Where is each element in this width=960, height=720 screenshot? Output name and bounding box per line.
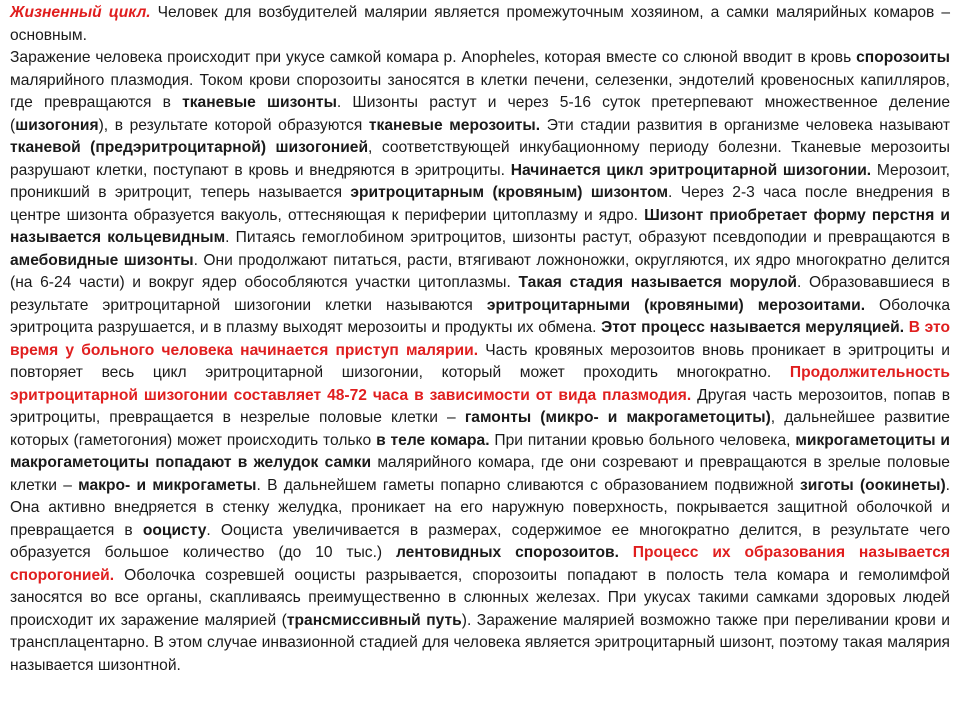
bold-term: в теле комара. <box>376 431 490 449</box>
text-run: Заражение человека происходит при укусе самкой комара р. Anopheles, которая вместе со слюной вводит в кровь <box>10 49 857 66</box>
text-run: Оболочка эритроцита разрушается, и в плазму выходят мерозоиты и продукты их обмена. <box>10 296 950 336</box>
bold-term: спорозоиты <box>856 49 950 66</box>
text-run: При питании кровью больного человека, <box>489 431 796 449</box>
bold-term: тканевой (предэритроцитарной) шизогонией <box>10 139 369 156</box>
text-run: Другая часть мерозоитов, попав в эритроциты, превращается в незрелые половые клетки – <box>10 386 950 426</box>
red-highlight: Продолжительность эритроцитарной шизогонии составляет 48-72 часа в зависимости от вида плазмодия. <box>10 364 950 404</box>
red-highlight: В это время у больного человека начинается приступ малярии. <box>10 319 951 359</box>
text-run: ). Заражение малярией возможно также при переливании крови и трансплацентарно. В этом случае инвазионной стадией для человека является эритроцитарный шизонт, поэтому такая малярия называется шизонтной. <box>10 611 950 674</box>
text-run: . Через 2-3 часа после внедрения в центре шизонта образуется вакуоль, оттесняющая к периферии цитоплазму и ядро. <box>10 184 950 224</box>
bold-term: трансмиссивный путь <box>286 611 462 629</box>
bold-term: тканевые шизонты <box>182 94 337 111</box>
text-run: . Питаясь гемоглобином эритроцитов, шизонты растут, образуют псевдоподии и превращаются в <box>225 229 951 246</box>
bold-term: амебовидные шизонты <box>10 251 194 269</box>
bold-term: эритроцитарными (кровяными) мерозоитами. <box>486 296 866 314</box>
text-run: . Ооциста увеличивается в размерах, содержимое ее многократно делится, в результате чего образуется большое количество (до 10 тыс.) <box>10 521 950 561</box>
bold-term: Такая стадия называется морулой <box>518 274 797 291</box>
text-run: . Шизонты растут и через 5-16 суток претерпевают множественное деление ( <box>10 94 950 134</box>
bold-term: Этот процесс называется меруляцией. <box>601 319 905 336</box>
bold-term: Начинается цикл эритроцитарной шизогонии. <box>510 161 872 179</box>
text-run: . Они продолжают питаться, расти, втягивают ложноножки, округляются, их ядро многократно делится (на 6-24 части) и вокруг ядер обособляются участки цитоплазмы. <box>10 251 950 291</box>
bold-term: Шизонт приобретает форму перстня и называется кольцевидным <box>10 206 950 246</box>
text-run: Мерозоит, проникший в эритроцит, теперь называется <box>10 161 950 201</box>
bold-term: ооцисту <box>142 521 207 539</box>
text-run: ), в результате которой образуются <box>98 116 369 134</box>
bold-term: микрогаметоциты и макрогаметоциты попадают в желудок самки <box>10 431 950 471</box>
text-run: . Она активно внедряется в стенку желудка, проникает на его наружную поверхность, покрывается защитной оболочкой и превращается в <box>10 476 950 539</box>
bold-term: лентовидных спорозоитов. <box>395 544 619 561</box>
text-run <box>619 544 633 561</box>
bold-term: тканевые мерозоиты. <box>368 116 541 134</box>
text-run: Оболочка созревшей ооцисты разрывается, спорозоиты попадают в полость тела комара и гемолимфой заносятся во все органы, скапливаясь преимущественно в слюнных железах. При укусах такими самками здоровых людей происходит их заражение малярией ( <box>10 566 950 629</box>
text-run: Часть кровяных мерозоитов вновь проникает в эритроциты и повторяет весь цикл эритроцитарной шизогонии, который может проходить многократно. <box>10 341 950 381</box>
life-cycle-heading: Жизненный цикл. <box>10 4 151 21</box>
bold-term: гамонты (микро- и макрогаметоциты) <box>464 409 771 426</box>
text-run: , соответствующей инкубационному периоду болезни. Тканевые мерозоиты разрушают клетки, поступают в кровь и внедряются в эритроциты. <box>10 139 951 179</box>
text-run: . В дальнейшем гаметы попарно сливаются с образованием подвижной <box>256 476 800 494</box>
main-paragraph <box>10 47 950 677</box>
text-run: Эти стадии развития в организме человека называют <box>540 116 950 134</box>
bold-term: макро- и микрогаметы <box>78 476 257 494</box>
intro-paragraph <box>10 2 950 47</box>
red-highlight: Процесс их образования называется спорогонией. <box>10 544 951 584</box>
bold-term: зиготы (оокинеты) <box>799 476 946 494</box>
bold-term: шизогония <box>15 116 99 134</box>
text-run: , дальнейшее развитие которых (гаметогония) может происходить только <box>10 409 950 449</box>
intro-text: Человек для возбудителей малярии является промежуточным хозяином, а самки малярийных комаров – основным. <box>10 4 951 44</box>
bold-term: эритроцитарным (кровяным) шизонтом <box>350 184 668 201</box>
text-run: малярийного плазмодия. Током крови спорозоиты заносятся в клетки печени, селезенки, эндотелий кровеносных капилляров, где превращаются в <box>10 71 950 111</box>
text-run: . Образовавшиеся в результате эритроцитарной шизогонии клетки называются <box>10 274 950 314</box>
text-run: малярийного комара, где они созревают и превращаются в зрелые половые клетки – <box>10 454 950 494</box>
